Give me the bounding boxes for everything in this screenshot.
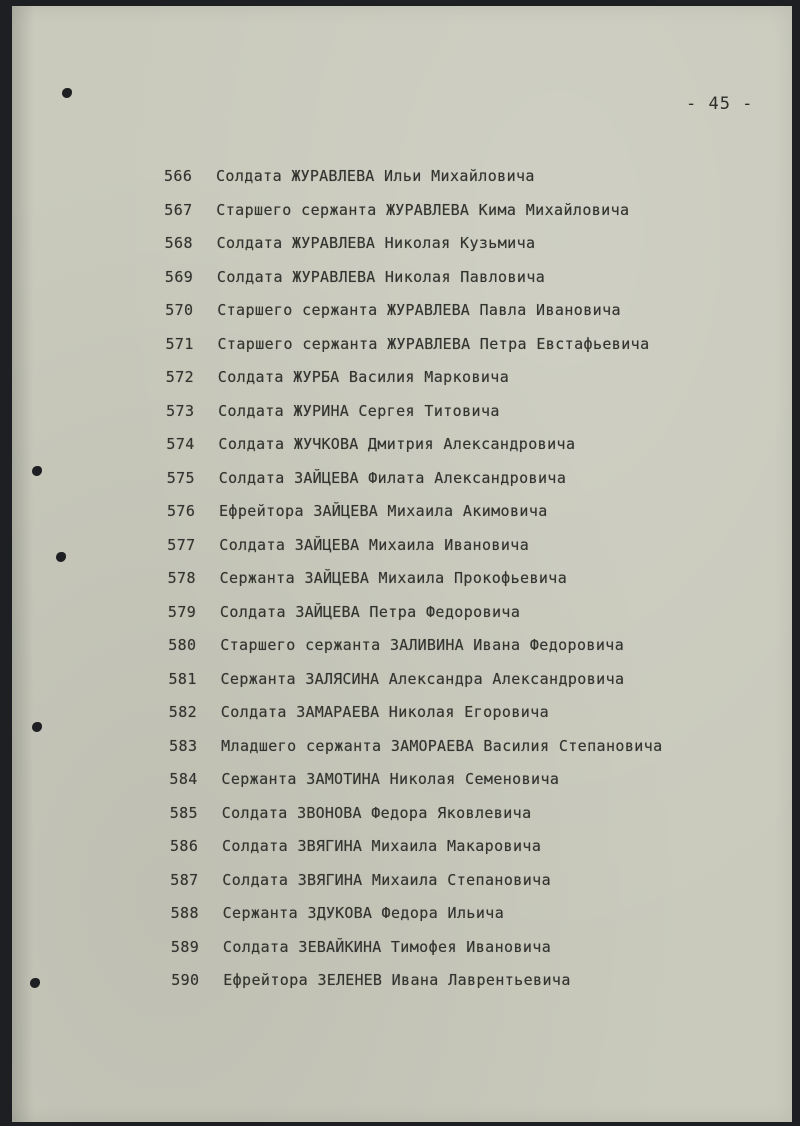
entry-number: 588: [170, 904, 199, 922]
list-item: [164, 160, 764, 194]
list-item: [164, 361, 764, 395]
entry-rank: Солдата: [222, 937, 289, 956]
entry-number: 567: [164, 200, 193, 219]
document-page: [12, 6, 792, 1122]
entry-surname: ЗАЙЦЕВА: [294, 535, 360, 554]
entry-given-names: Федора Ильича: [381, 904, 505, 922]
entry-rank: Старшего сержанта: [216, 200, 377, 219]
entry-surname: ЗЕЛЕНЕВ: [317, 971, 383, 989]
list-item: [164, 797, 764, 831]
entry-number: 589: [170, 937, 200, 956]
entry-given-names: Василия Марковича: [348, 368, 510, 386]
list-item: [164, 663, 764, 697]
entry-given-names: Михаила Ивановича: [368, 535, 530, 554]
list-item: [164, 596, 764, 630]
entry-number: 579: [167, 602, 197, 621]
list-item: [164, 395, 764, 429]
entry-surname: ЗАЙЦЕВА: [304, 569, 370, 587]
entry-rank: Сержанта: [220, 669, 296, 688]
list-item: [164, 495, 764, 529]
entry-given-names: Петра Евстафьевича: [479, 334, 650, 353]
entry-given-names: Сергея Титовича: [358, 401, 500, 420]
page-number: - 45 -: [686, 94, 754, 114]
entry-surname: ЗАЛИВИНА: [389, 636, 464, 654]
entry-given-names: Михаила Степановича: [371, 870, 551, 889]
list-item: [164, 562, 764, 596]
list-item: [164, 261, 764, 295]
entry-given-names: Ивана Лаврентьевича: [391, 971, 571, 989]
entry-given-names: Александра Александровича: [388, 669, 625, 688]
list-item: [164, 964, 764, 998]
entry-surname: ЖУРАВЛЕВА: [386, 301, 471, 319]
entry-surname: ЗАМОТИНА: [306, 770, 381, 788]
entry-rank: Сержанта: [222, 904, 299, 922]
entry-surname: ЗАМОРАЕВА: [390, 736, 474, 755]
entry-rank: Солдата: [220, 703, 287, 721]
entry-given-names: Василия Степановича: [483, 736, 663, 755]
entry-given-names: Ивана Федоровича: [473, 636, 625, 654]
entry-given-names: Николая Павловича: [384, 267, 546, 286]
entry-rank: Солдата: [218, 435, 285, 453]
entry-given-names: Михаила Прокофьевича: [378, 569, 568, 587]
entry-given-names: Николая Егоровича: [388, 703, 550, 721]
list-item: [164, 428, 764, 462]
entry-given-names: Филата Александровича: [368, 468, 567, 487]
entry-rank: Солдата: [218, 401, 285, 420]
entry-surname: ЖУЧКОВА: [293, 435, 359, 453]
entry-surname: ЗВЯГИНА: [297, 870, 363, 889]
entry-given-names: Дмитрия Александровича: [367, 435, 576, 453]
entry-number: 569: [164, 267, 194, 286]
entry-number: 590: [171, 971, 200, 989]
entry-surname: ЖУРАВЛЕВА: [291, 167, 375, 185]
entry-given-names: Федора Яковлевича: [371, 803, 532, 822]
entry-rank: Солдата: [216, 167, 283, 185]
entry-rank: Сержанта: [219, 569, 296, 587]
entry-rank: Солдата: [218, 468, 285, 487]
list-item: [164, 696, 764, 730]
entry-given-names: Кима Михайловича: [478, 200, 630, 219]
entry-rank: Солдата: [219, 535, 286, 554]
entry-number: 577: [167, 535, 196, 554]
entry-number: 583: [169, 736, 198, 755]
list-item: [164, 462, 764, 496]
entry-number: 582: [168, 703, 198, 721]
entry-number: 578: [167, 569, 196, 587]
entry-rank: Солдата: [217, 368, 284, 386]
list-item: [164, 897, 764, 931]
entry-surname: ЗЕВАЙКИНА: [298, 937, 382, 956]
entry-given-names: Николая Семеновича: [389, 770, 560, 788]
entry-surname: ЗВЯГИНА: [297, 837, 363, 855]
entry-number: 573: [166, 401, 195, 420]
entry-rank: Сержанта: [221, 770, 297, 788]
list-item: [164, 328, 764, 362]
list-item: [164, 529, 764, 563]
entry-number: 568: [164, 234, 193, 252]
list-item: [164, 730, 764, 764]
list-item: [164, 294, 764, 328]
entry-rank: Солдата: [222, 837, 289, 855]
entry-given-names: Михаила Акимовича: [387, 502, 548, 520]
entry-rank: Старшего сержанта: [220, 636, 381, 654]
list-item: [164, 931, 764, 965]
entry-given-names: Николая Кузьмича: [384, 234, 536, 252]
entry-surname: ЖУРБА: [293, 368, 340, 386]
entry-number: 581: [168, 669, 197, 688]
entry-number: 576: [167, 502, 196, 520]
entry-number: 585: [169, 803, 198, 822]
entry-surname: ЖУРАВЛЕВА: [292, 267, 376, 286]
entry-rank: Старшего сержанта: [217, 301, 378, 319]
entry-rank: Старшего сержанта: [217, 334, 378, 353]
entry-number: 566: [164, 167, 193, 185]
entry-rank: Младшего сержанта: [221, 736, 382, 755]
entry-number: 572: [165, 368, 195, 386]
entry-number: 587: [170, 870, 199, 889]
entry-rank: Ефрейтора: [223, 971, 309, 989]
list-item: [164, 227, 764, 261]
entry-given-names: Петра Федоровича: [369, 602, 521, 621]
entry-given-names: Тимофея Ивановича: [390, 937, 552, 956]
entry-surname: ЖУРАВЛЕВА: [386, 200, 470, 219]
entry-number: 574: [166, 435, 195, 453]
entry-rank: Солдата: [219, 602, 286, 621]
entry-surname: ЗАЙЦЕВА: [294, 468, 359, 487]
entry-surname: ЗАЛЯСИНА: [305, 669, 380, 688]
entry-rank: Солдата: [216, 234, 283, 252]
list-item: [164, 629, 764, 663]
entry-surname: ЖУРАВЛЕВА: [292, 234, 376, 252]
entry-given-names: Павла Ивановича: [479, 301, 621, 319]
entry-rank: Солдата: [216, 267, 283, 286]
entry-number: 580: [168, 636, 197, 654]
entry-surname: ЗВОНОВА: [297, 803, 362, 822]
entry-surname: ЖУРАВЛЕВА: [387, 334, 471, 353]
entry-surname: ЖУРИНА: [293, 401, 349, 420]
list-item: [164, 194, 764, 228]
entry-number: 584: [169, 770, 198, 788]
list-item: [164, 763, 764, 797]
entry-given-names: Михаила Макаровича: [371, 837, 542, 855]
entry-number: 571: [165, 334, 194, 353]
entry-rank: Солдата: [222, 870, 289, 889]
entry-surname: ЗАМАРАЕВА: [296, 703, 380, 721]
entry-number: 570: [165, 301, 194, 319]
entry-surname: ЗДУКОВА: [307, 904, 373, 922]
entry-surname: ЗАЙЦЕВА: [295, 602, 360, 621]
list-item: [164, 830, 764, 864]
list-item: [164, 864, 764, 898]
entry-rank: Солдата: [221, 803, 288, 822]
entry-given-names: Ильи Михайловича: [383, 167, 535, 185]
award-list: [164, 160, 764, 998]
entry-surname: ЗАЙЦЕВА: [313, 502, 378, 520]
entry-number: 575: [166, 468, 195, 487]
entry-rank: Ефрейтора: [219, 502, 304, 520]
entry-number: 586: [170, 837, 199, 855]
